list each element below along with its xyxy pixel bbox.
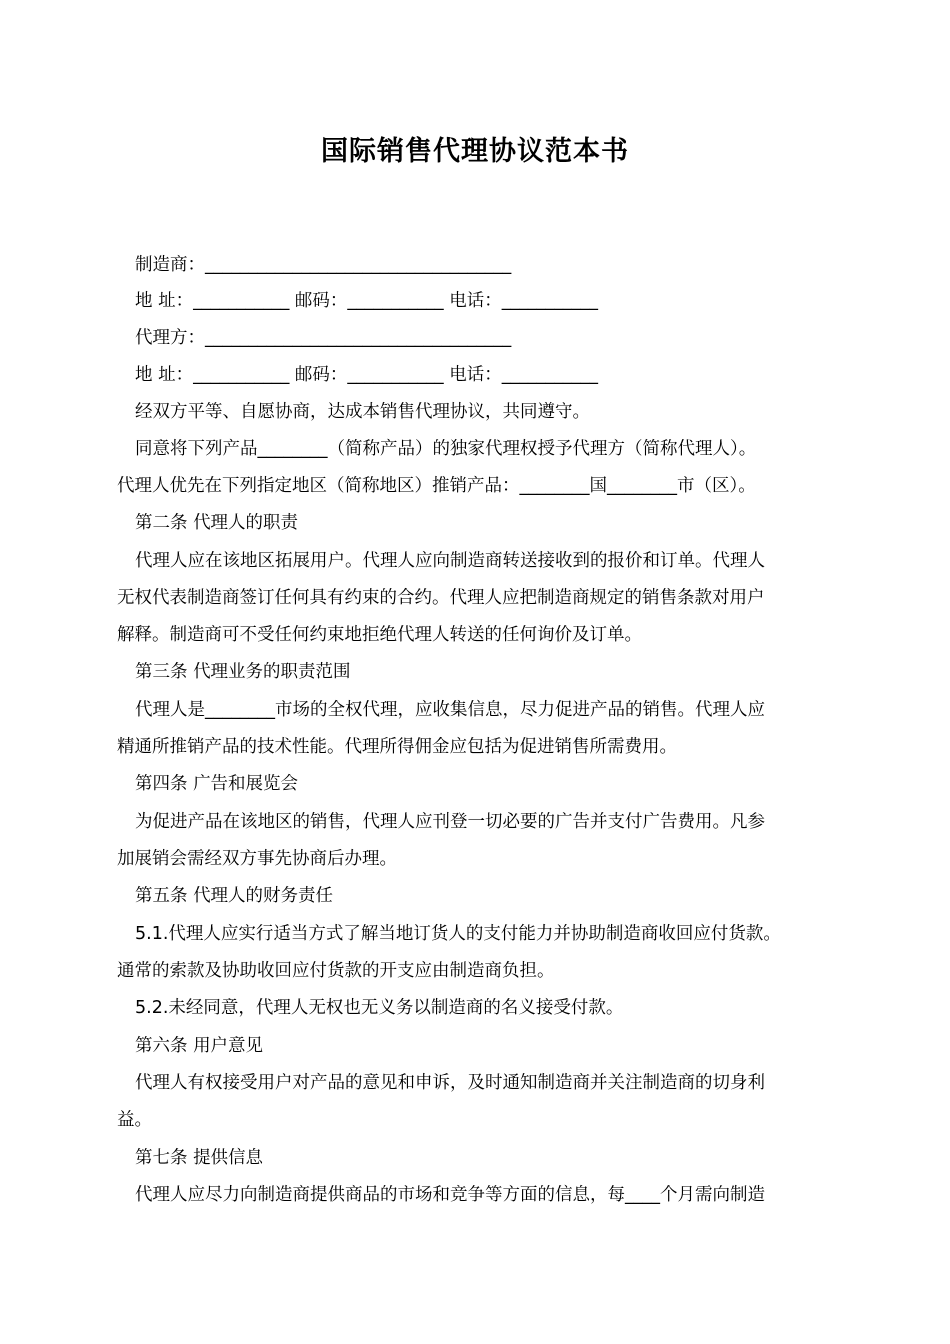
article-7-text-line: 代理人应尽力向制造商提供商品的市场和竞争等方面的信息，每____个月需向制造 <box>135 1185 765 1205</box>
article-3-heading: 第三条 代理业务的职责范围 <box>135 662 351 682</box>
territory-clause: 代理人优先在下列指定地区（简称地区）推销产品：________国________市（区）。 <box>117 476 756 496</box>
agreement-intro: 经双方平等、自愿协商，达成本销售代理协议，共同遵守。 <box>135 402 590 422</box>
document-title: 国际销售代理协议范本书 <box>321 136 629 167</box>
article-4-text-line: 加展销会需经双方事先协商后办理。 <box>117 849 397 869</box>
article-2-text-line: 代理人应在该地区拓展用户。代理人应向制造商转送接收到的报价和订单。代理人 <box>135 551 765 571</box>
article-7-heading: 第七条 提供信息 <box>135 1148 264 1168</box>
manufacturer-address-line: 地 址：___________ 邮码：___________ 电话：___________ <box>135 291 598 311</box>
manufacturer-field: 制造商：___________________________________ <box>135 255 512 275</box>
article-4-text-line: 为促进产品在该地区的销售，代理人应刊登一切必要的广告并支付广告费用。凡参 <box>135 812 765 832</box>
article-3-text-line: 代理人是________市场的全权代理，应收集信息，尽力促进产品的销售。代理人应 <box>135 700 765 720</box>
article-5-2-text-line: 5.2.未经同意，代理人无权也无义务以制造商的名义接受付款。 <box>135 998 624 1018</box>
agent-field: 代理方：___________________________________ <box>135 328 512 348</box>
article-5-heading: 第五条 代理人的财务责任 <box>135 886 334 906</box>
article-3-text-line: 精通所推销产品的技术性能。代理所得佣金应包括为促进销售所需费用。 <box>117 737 677 757</box>
article-5-1-text-line: 通常的索款及协助收回应付货款的开支应由制造商负担。 <box>117 961 555 981</box>
article-6-text-line: 代理人有权接受用户对产品的意见和申诉，及时通知制造商并关注制造商的切身利 <box>135 1073 765 1093</box>
agent-address-line: 地 址：___________ 邮码：___________ 电话：___________ <box>135 365 598 385</box>
article-2-text-line: 解释。制造商可不受任何约束地拒绝代理人转送的任何询价及订单。 <box>117 625 642 645</box>
article-4-heading: 第四条 广告和展览会 <box>135 774 299 794</box>
grant-clause: 同意将下列产品________（简称产品）的独家代理权授予代理方（简称代理人）。 <box>135 439 757 459</box>
article-2-heading: 第二条 代理人的职责 <box>135 513 299 533</box>
article-6-text-line: 益。 <box>117 1110 152 1130</box>
article-5-1-text-line: 5.1.代理人应实行适当方式了解当地订货人的支付能力并协助制造商收回应付货款。 <box>135 924 781 944</box>
article-6-heading: 第六条 用户意见 <box>135 1036 264 1056</box>
article-2-text-line: 无权代表制造商签订任何具有约束的合约。代理人应把制造商规定的销售条款对用户 <box>117 588 765 608</box>
